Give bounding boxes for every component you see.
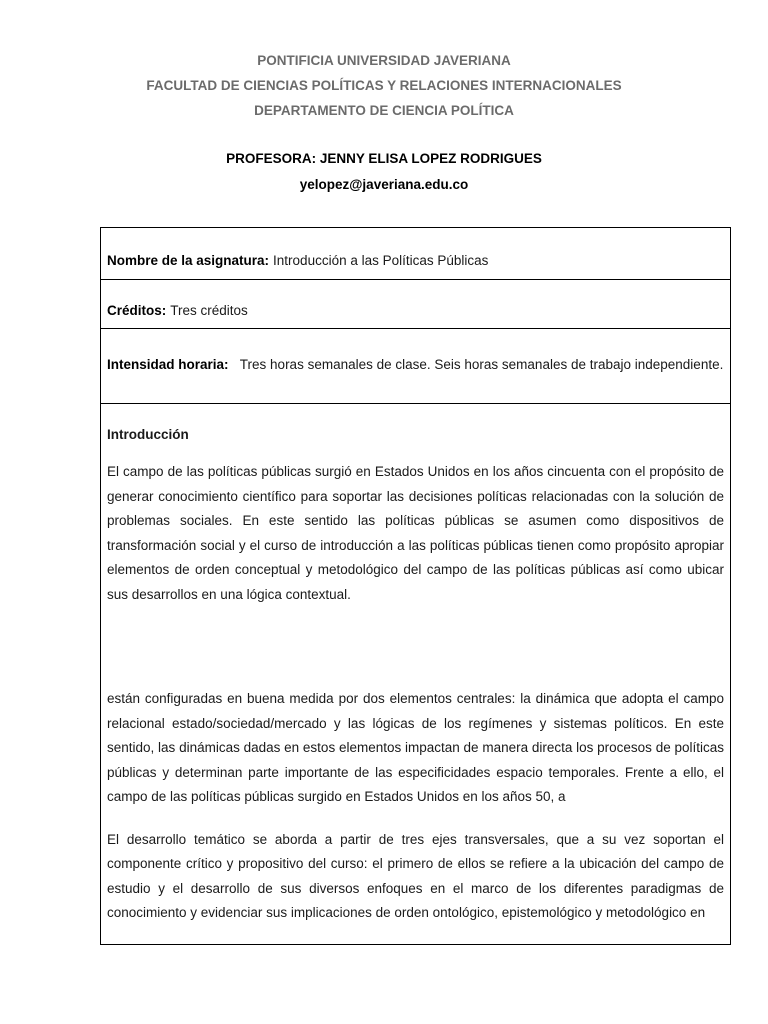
intro-paragraph-1: El campo de las políticas públicas surgió en Estados Unidos en los años cincuenta con el propósito de generar conocimiento científico para soportar las decisiones políticas relacionadas con la solución de problemas sociales. En este sentido las políticas públicas se asumen como dispositivos de transformación social y el curso de introducción a las políticas públicas tienen como propósito apropiar elementos de orden conceptual y metodológico del campo de las políticas públicas así como ubicar sus desarrollos en una lógica contextual. xyxy=(107,464,724,602)
credits-value: Tres créditos xyxy=(170,303,248,318)
course-info-table xyxy=(100,227,731,945)
hours-row xyxy=(101,329,730,404)
professor-name: PROFESORA: JENNY ELISA LOPEZ RODRIGUES xyxy=(226,151,542,166)
course-name-row xyxy=(101,228,730,280)
blank-space xyxy=(107,625,724,687)
hours-value: Tres horas semanales de clase. Seis horas semanales de trabajo independiente. xyxy=(239,357,724,372)
introduction-row xyxy=(101,404,730,926)
course-name-value: Introducción a las Políticas Públicas xyxy=(273,253,489,268)
credits-label: Créditos: xyxy=(107,303,167,318)
introduction-title: Introducción xyxy=(107,427,189,442)
department-name: DEPARTAMENTO DE CIENCIA POLÍTICA xyxy=(254,103,514,118)
hours-label: Intensidad horaria: xyxy=(107,357,229,372)
course-name-label: Nombre de la asignatura: xyxy=(107,253,270,268)
credits-row xyxy=(101,280,730,329)
intro-paragraph-2: están configuradas en buena medida por dos elementos centrales: la dinámica que adopta el campo relacional estado/sociedad/mercado y las lógicas de los regímenes y sistemas políticos. En este sentido, las dinámicas dadas en estos elementos impactan de manera directa los procesos de políticas públicas y determinan parte importante de las especificidades espacio temporales. Frente a ello, el campo de las políticas públicas surgido en Estados Unidos en los años 50, a xyxy=(107,691,724,804)
university-name: PONTIFICIA UNIVERSIDAD JAVERIANA xyxy=(257,53,511,68)
professor-email: yelopez@javeriana.edu.co xyxy=(299,177,469,192)
faculty-name: FACULTAD DE CIENCIAS POLÍTICAS Y RELACIONES INTERNACIONALES xyxy=(146,78,622,93)
intro-paragraph-3: El desarrollo temático se aborda a partir de tres ejes transversales, que a su vez soportan el componente crítico y propositivo del curso: el primero de ellos se refiere a la ubicación del campo de estudio y el desarrollo de sus diversos enfoques en el marco de los diferentes paradigmas de conocimiento y evidenciar sus implicaciones de orden ontológico, epistemológico y metodológico en xyxy=(107,831,724,920)
